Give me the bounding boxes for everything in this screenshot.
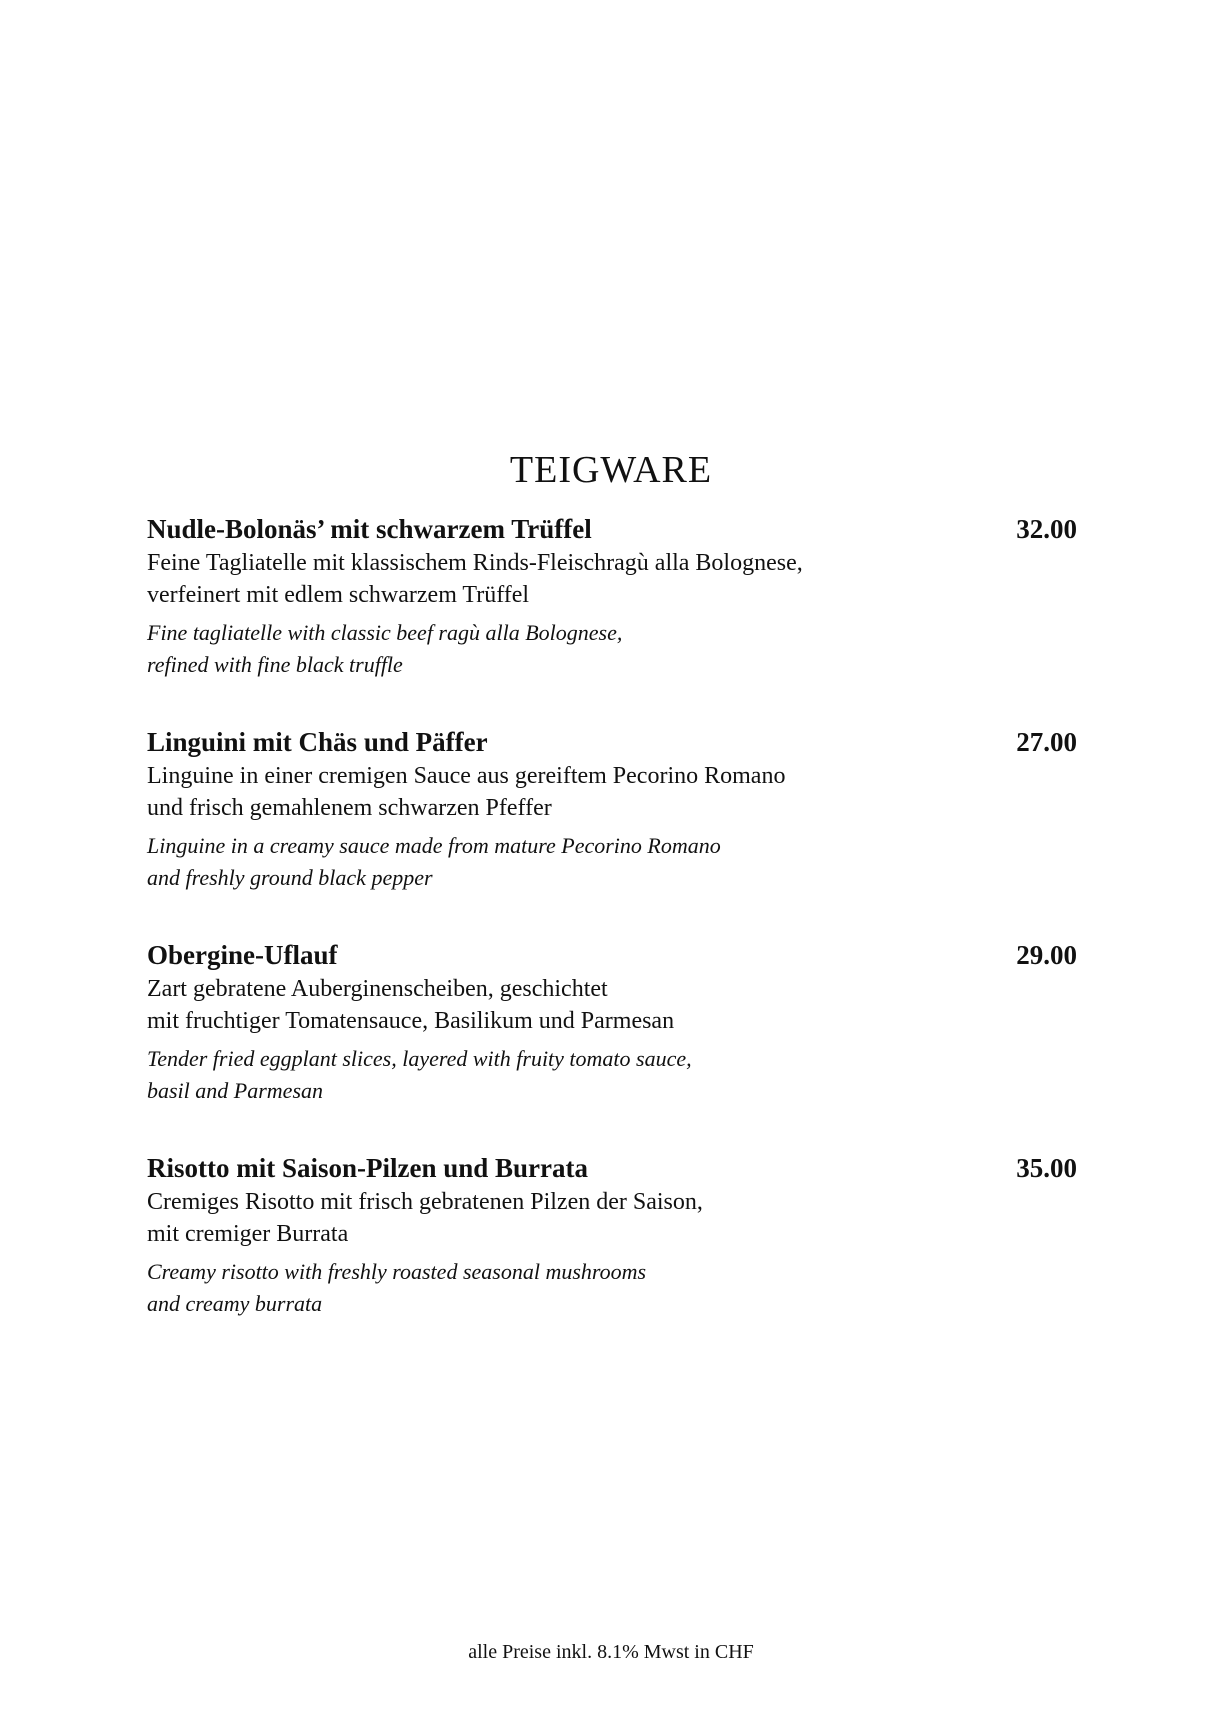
- item-description-english: [147, 1043, 1077, 1107]
- description-line: basil and Parmesan: [147, 1078, 323, 1103]
- item-description-german: [147, 1186, 1077, 1250]
- description-line: Linguine in a creamy sauce made from mature Pecorino Romano: [147, 833, 721, 858]
- description-line: Creamy risotto with freshly roasted seasonal mushrooms: [147, 1259, 647, 1284]
- description-line: mit fruchtiger Tomatensauce, Basilikum und Parmesan: [147, 1008, 675, 1034]
- menu-list: [147, 513, 1077, 1365]
- item-price: 27.00: [1016, 727, 1077, 757]
- item-description-german: [147, 973, 1077, 1037]
- description-line: verfeinert mit edlem schwarzem Trüffel: [147, 582, 530, 608]
- description-line: Zart gebratene Auberginenscheiben, geschichtet: [147, 976, 608, 1002]
- description-line: Fine tagliatelle with classic beef ragù alla Bolognese,: [147, 620, 623, 645]
- item-name: Nudle-Bolonäs’ mit schwarzem Trüffel: [147, 514, 592, 544]
- item-description-german: [147, 760, 1077, 824]
- description-line: Linguine in einer cremigen Sauce aus gereiftem Pecorino Romano: [147, 763, 786, 789]
- item-price: 35.00: [1016, 1153, 1077, 1183]
- item-description-english: [147, 1256, 1077, 1320]
- item-price: 32.00: [1016, 514, 1077, 544]
- menu-item: [147, 513, 1077, 681]
- item-price: 29.00: [1016, 940, 1077, 970]
- description-line: Tender fried eggplant slices, layered with fruity tomato sauce,: [147, 1046, 692, 1071]
- menu-item: [147, 726, 1077, 894]
- item-description-english: [147, 617, 1077, 681]
- menu-item: [147, 1152, 1077, 1320]
- price-footnote: alle Preise inkl. 8.1% Mwst in CHF: [468, 1641, 754, 1663]
- description-line: mit cremiger Burrata: [147, 1221, 349, 1247]
- section-title: TEIGWARE: [509, 449, 713, 491]
- description-line: Cremiges Risotto mit frisch gebratenen Pilzen der Saison,: [147, 1189, 703, 1215]
- description-line: und frisch gemahlenem schwarzen Pfeffer: [147, 795, 552, 821]
- description-line: and creamy burrata: [147, 1291, 323, 1316]
- item-description-english: [147, 830, 1077, 894]
- description-line: Feine Tagliatelle mit klassischem Rinds-Fleischragù alla Bolognese,: [147, 550, 803, 576]
- menu-item: [147, 939, 1077, 1107]
- description-line: and freshly ground black pepper: [147, 865, 433, 890]
- item-name: Linguini mit Chäs und Päffer: [147, 727, 488, 757]
- item-description-german: [147, 547, 1077, 611]
- description-line: refined with fine black truffle: [147, 652, 403, 677]
- item-name: Obergine-Uflauf: [147, 940, 338, 970]
- item-name: Risotto mit Saison-Pilzen und Burrata: [147, 1153, 589, 1183]
